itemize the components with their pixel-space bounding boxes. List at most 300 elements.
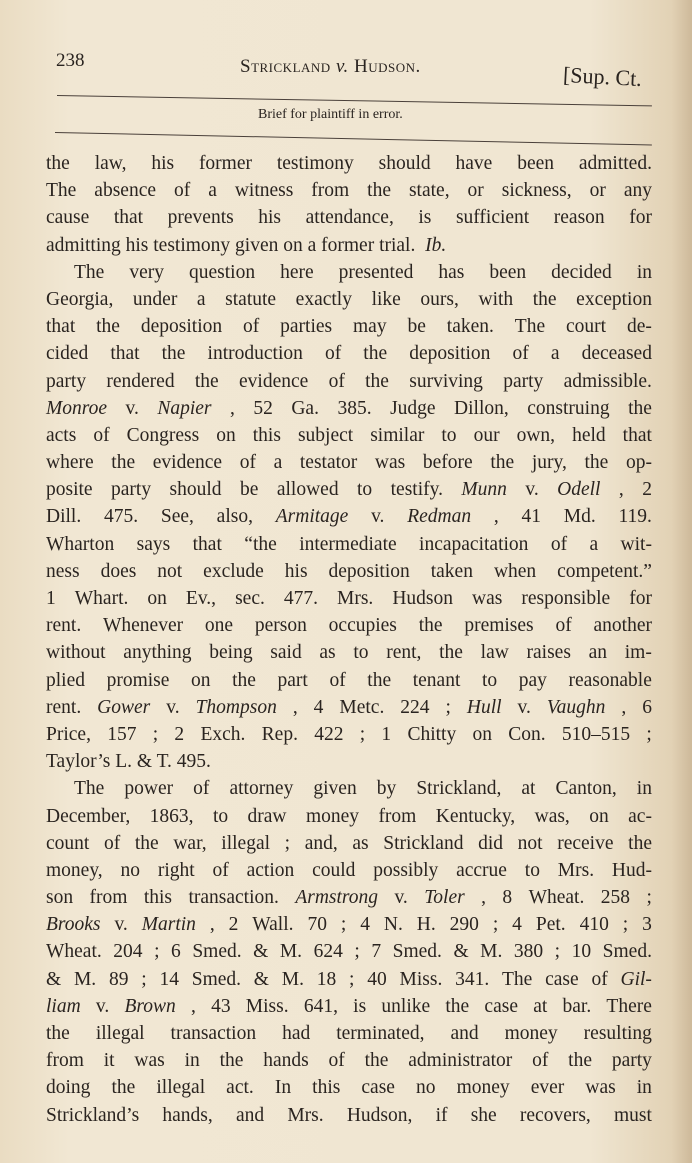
word: to	[441, 424, 457, 446]
text-line	[46, 993, 652, 1020]
word: raises	[526, 642, 571, 664]
word: rent.	[46, 696, 82, 718]
word: ;	[340, 914, 347, 936]
word: Hudson,	[346, 1104, 413, 1126]
word: terminated,	[336, 1023, 425, 1044]
text-line	[46, 313, 652, 340]
text-line	[46, 585, 652, 612]
word: the	[584, 452, 609, 474]
word: the	[365, 370, 389, 392]
word: action	[246, 859, 295, 881]
word: Kentucky,	[435, 805, 516, 827]
text-line	[46, 476, 652, 503]
word: exactly	[295, 288, 352, 310]
text-line	[46, 667, 652, 694]
word: 224	[400, 696, 430, 718]
word: v.	[394, 887, 408, 909]
word: im-	[624, 642, 652, 664]
word: of	[103, 832, 121, 854]
word: another	[593, 615, 652, 637]
word: under	[132, 288, 178, 310]
word: the	[490, 452, 515, 474]
word: of	[555, 615, 572, 637]
word: exception	[576, 288, 652, 310]
word: Brooks	[46, 914, 101, 936]
word: when	[493, 560, 537, 582]
word: question	[188, 261, 256, 283]
word: testimony	[276, 153, 354, 174]
word: from	[46, 1050, 84, 1072]
word: law,	[94, 153, 127, 174]
word: 385.	[337, 397, 372, 419]
word: Wheat.	[46, 941, 102, 963]
word: wit-	[620, 533, 652, 555]
word: case	[361, 1077, 395, 1099]
word: accrue	[456, 859, 507, 881]
word: the	[364, 1050, 389, 1072]
word: was,	[534, 805, 570, 827]
word: exclude	[203, 560, 264, 582]
word: a	[273, 452, 283, 474]
word: to	[357, 479, 373, 501]
word: state,	[408, 180, 450, 202]
word: Rep.	[261, 723, 298, 745]
word: could	[312, 859, 356, 881]
text-line	[46, 422, 652, 449]
word: ;	[554, 941, 561, 963]
word: allowed	[276, 479, 339, 501]
word: competent.”	[557, 560, 652, 582]
text-line	[46, 911, 652, 938]
word: right	[157, 859, 195, 881]
text-line	[46, 259, 652, 286]
word: occupies	[328, 615, 397, 637]
word: should	[169, 479, 222, 501]
word: 1863,	[149, 805, 194, 827]
word: of	[328, 370, 345, 392]
word: doing	[46, 1077, 91, 1099]
word: 477.	[283, 588, 318, 609]
word: held	[572, 424, 606, 446]
text-line	[46, 150, 652, 177]
word: December,	[46, 805, 131, 827]
word: of	[239, 452, 256, 474]
word: Hudson	[392, 588, 453, 609]
word: administrator	[408, 1050, 513, 1072]
word: or	[467, 180, 484, 202]
word: power	[124, 778, 174, 800]
word: 475.	[103, 506, 139, 528]
word: ;	[154, 941, 160, 963]
word: Judge	[390, 397, 436, 419]
word: of	[329, 669, 346, 691]
subheading: Brief for plaintiff in error.	[258, 107, 403, 122]
text-line	[46, 232, 652, 259]
word: v.	[517, 696, 531, 718]
word: 1	[381, 723, 392, 745]
word: admitted.	[578, 153, 652, 174]
word: 7	[371, 941, 382, 963]
word: person	[254, 615, 307, 637]
word: v.	[371, 506, 385, 528]
text-line	[46, 938, 652, 965]
word: Smed.	[602, 941, 652, 963]
word: by	[376, 778, 397, 800]
text-line	[46, 558, 652, 585]
word: bar.	[562, 995, 592, 1017]
word: ;	[445, 696, 451, 718]
word: from	[378, 805, 417, 827]
word: &	[46, 968, 62, 990]
word: in	[636, 261, 652, 283]
word: de-	[626, 316, 652, 338]
word: at	[533, 995, 548, 1017]
text-line	[46, 503, 652, 530]
word: pay	[518, 669, 547, 691]
word: a	[208, 180, 217, 202]
word: in	[184, 1050, 200, 1072]
word: 290	[449, 914, 479, 936]
word: The	[502, 968, 533, 990]
word: Ga.	[291, 397, 319, 419]
word: the	[628, 832, 652, 854]
word: jury,	[531, 452, 567, 474]
word: given	[313, 778, 357, 800]
word: 41	[521, 506, 542, 528]
word: from	[311, 180, 350, 202]
word: party	[111, 479, 152, 501]
word: does	[100, 560, 137, 582]
word: on	[589, 805, 609, 827]
word: 4	[313, 696, 324, 718]
word: ,	[481, 887, 486, 909]
word: a	[589, 533, 599, 555]
word: Armstrong	[295, 887, 379, 909]
word: Vaughn	[546, 696, 606, 718]
word: for	[629, 207, 652, 229]
word: a	[550, 343, 560, 365]
word: 52	[253, 397, 273, 419]
text-line	[46, 204, 652, 231]
word: ;	[354, 941, 360, 963]
word: liam	[46, 995, 81, 1017]
word: the	[367, 669, 392, 691]
word: in	[636, 778, 652, 800]
word: 4	[512, 914, 522, 936]
word: ;	[646, 723, 652, 745]
word: statute	[225, 288, 277, 310]
word: Brown	[124, 995, 176, 1017]
running-head	[240, 56, 421, 78]
word: an	[588, 642, 608, 664]
word: of	[591, 968, 608, 990]
word: may	[353, 316, 387, 338]
word: 43	[211, 995, 231, 1017]
word: the	[111, 1077, 136, 1099]
word: the	[418, 615, 443, 637]
word: she	[470, 1104, 497, 1126]
word: 410	[579, 914, 609, 936]
word: ever	[530, 1077, 565, 1099]
word: said	[270, 642, 302, 664]
word: attendance,	[305, 207, 394, 229]
word: to	[353, 642, 369, 664]
word: Munn	[461, 479, 507, 501]
word: ,	[618, 479, 624, 501]
word: 8	[502, 887, 513, 909]
word: 70	[307, 914, 327, 936]
word: Smed.	[392, 941, 442, 963]
word: anything	[123, 642, 192, 664]
word: premises	[464, 615, 534, 637]
word: testator	[299, 452, 358, 474]
word: on	[191, 669, 211, 691]
word: and,	[304, 832, 338, 854]
text-line	[46, 966, 652, 993]
word: admissible.	[563, 370, 652, 392]
word: Canton,	[555, 778, 617, 800]
word: 10	[571, 941, 592, 963]
word: on	[216, 424, 236, 446]
word: not	[517, 832, 543, 854]
word: parties	[280, 316, 333, 338]
word: Armitage	[275, 506, 349, 528]
word: H.	[416, 914, 436, 936]
word: the	[628, 397, 652, 419]
word: “the	[244, 533, 277, 555]
word: deposition	[409, 343, 491, 365]
word: ,	[493, 506, 499, 528]
word: money	[305, 805, 360, 827]
word: also,	[216, 506, 253, 528]
word: absence	[94, 180, 157, 202]
word: Hull	[466, 696, 502, 718]
word: responsible	[521, 588, 611, 609]
text-run: Ib.	[425, 234, 447, 256]
word: See,	[160, 506, 194, 528]
word: must	[614, 1104, 652, 1126]
word: reason	[553, 207, 605, 229]
word: the	[439, 642, 463, 664]
word: of	[324, 343, 342, 365]
word: draw	[247, 805, 287, 827]
text-line	[46, 368, 652, 395]
word: v.	[525, 479, 539, 501]
word: testify.	[390, 479, 443, 501]
word: Wall.	[252, 914, 294, 936]
word: similar	[370, 424, 425, 446]
word: receive	[557, 832, 614, 854]
word: decided	[551, 261, 612, 283]
word: Smed.	[192, 941, 242, 963]
word: without	[46, 642, 106, 664]
word: of	[243, 316, 260, 338]
word: acts	[46, 424, 77, 446]
word: In	[274, 1077, 292, 1099]
word: Napier	[157, 397, 212, 419]
word: as	[319, 642, 336, 664]
word: &	[253, 968, 269, 990]
word: of	[328, 1050, 345, 1072]
word: 89	[108, 968, 129, 990]
word: Strickland,	[416, 778, 502, 800]
word: the	[134, 832, 159, 854]
word: Strickland	[383, 832, 464, 854]
word: op-	[625, 452, 652, 474]
word: no	[416, 1077, 436, 1099]
word: ;	[349, 968, 355, 990]
word: been	[517, 153, 554, 174]
word: Martin	[141, 914, 196, 936]
word: of	[93, 424, 110, 446]
word: our	[473, 424, 500, 446]
word: ;	[284, 832, 291, 854]
word: The	[46, 180, 77, 202]
word: promise	[106, 669, 170, 691]
text-line	[46, 286, 652, 313]
word: did	[478, 832, 504, 854]
word: the	[46, 1023, 70, 1044]
text-line	[46, 639, 652, 666]
word: Congress	[126, 424, 200, 446]
word: construing	[527, 397, 610, 419]
word: recovers,	[519, 1104, 591, 1126]
word: was	[134, 1050, 165, 1072]
word: was	[585, 1077, 616, 1099]
word: court	[566, 316, 607, 338]
word: ,	[292, 696, 298, 718]
word: The	[74, 261, 105, 283]
body-text	[46, 150, 652, 1129]
word: sufficient	[455, 207, 530, 229]
word: to	[481, 669, 498, 691]
text-line	[46, 1020, 652, 1047]
word: of	[550, 533, 568, 555]
word: v.	[114, 914, 128, 936]
word: the	[445, 995, 470, 1017]
word: of	[212, 859, 229, 881]
text-line	[46, 1047, 652, 1074]
word: 422	[314, 723, 344, 745]
word: money	[504, 1023, 558, 1044]
text-line	[46, 884, 652, 911]
word: rendered	[106, 370, 175, 392]
word: that	[113, 207, 144, 229]
text-line	[46, 830, 652, 857]
word: to	[212, 805, 229, 827]
word: transaction.	[188, 887, 279, 909]
word: plied	[46, 669, 85, 691]
word: ;	[646, 887, 652, 909]
word: 380	[513, 941, 544, 963]
word: 18	[316, 968, 337, 990]
word: that	[192, 533, 222, 555]
word: the	[367, 180, 391, 202]
word: case	[484, 995, 518, 1017]
word: Pet.	[535, 914, 566, 936]
word: son	[46, 887, 74, 909]
text-line	[46, 340, 652, 367]
word: deceased	[581, 343, 652, 365]
word: is	[353, 995, 367, 1017]
word: was	[472, 588, 503, 609]
word: Price,	[46, 723, 91, 745]
word: ness	[46, 560, 80, 582]
word: the	[96, 316, 120, 338]
word: in	[636, 1077, 652, 1099]
text-run: Taylor’s L. & T. 495.	[46, 751, 211, 773]
word: ac-	[628, 805, 652, 827]
bottom-rule	[55, 132, 652, 146]
word: is	[418, 207, 432, 229]
word: sickness,	[501, 180, 572, 202]
word: There	[606, 995, 652, 1017]
text-line	[46, 775, 652, 802]
word: like	[371, 288, 401, 310]
word: as	[352, 832, 369, 854]
word: should	[378, 153, 431, 174]
word: The	[514, 316, 546, 338]
word: ;	[359, 723, 366, 745]
text-line	[46, 1102, 652, 1129]
word: v.	[125, 397, 139, 419]
word: 2	[174, 723, 185, 745]
word: Georgia,	[46, 288, 114, 310]
word: case	[545, 968, 579, 990]
word: 6	[642, 696, 652, 718]
case-versus: v.	[335, 56, 349, 77]
word: the	[363, 343, 388, 365]
word: at	[521, 778, 536, 800]
word: ;	[152, 723, 159, 745]
word: 204	[113, 941, 143, 963]
word: 258	[600, 887, 631, 909]
word: not	[157, 560, 183, 582]
word: Whenever	[103, 615, 184, 637]
word: very	[129, 261, 164, 283]
word: Redman	[407, 506, 472, 528]
word: been	[489, 261, 527, 283]
word: ,	[190, 995, 196, 1017]
word: former	[198, 153, 252, 174]
word: Thompson	[195, 696, 277, 718]
word: cided	[46, 343, 89, 365]
text-line	[46, 177, 652, 204]
word: 6	[171, 941, 181, 963]
word: presented	[338, 261, 414, 283]
word: v.	[166, 696, 180, 718]
word: own,	[516, 424, 556, 446]
word: that	[110, 343, 140, 365]
word: taken.	[446, 316, 494, 338]
word: Smed.	[191, 968, 242, 990]
word: posite	[46, 479, 93, 501]
word: and	[450, 1023, 479, 1044]
text-line	[46, 531, 652, 558]
text-line	[46, 857, 652, 884]
word: the	[232, 669, 256, 691]
word: surviving	[409, 370, 483, 392]
word: being	[209, 642, 253, 664]
word: ,	[230, 397, 235, 419]
word: attorney	[229, 778, 294, 800]
word: be	[240, 479, 259, 501]
word: illegal	[156, 1077, 206, 1099]
word: Dill.	[46, 506, 82, 528]
word: the	[161, 343, 186, 365]
word: evidence	[239, 370, 309, 392]
text-line	[46, 803, 652, 830]
